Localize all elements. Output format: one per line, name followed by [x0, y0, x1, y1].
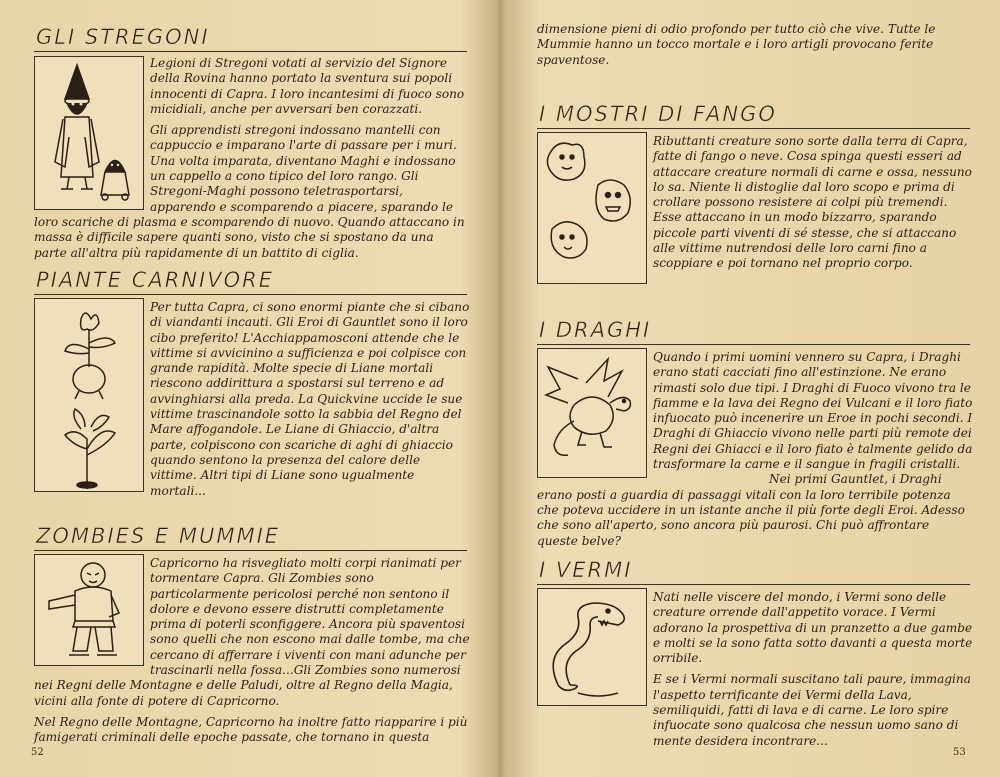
- section-body-piante: [34, 300, 470, 499]
- paragraph: Capricorno ha risvegliato molti corpi rianimati per tormentare Capra. Gli Zombies sono particolarmente pericolosi perché non sentono il dolore e devono essere distrutti completamente prima di poterli sconfiggere. Ancora più spaventosi sono quelli che non escono mai dalle tombe, ma che cercano di afferrare i viventi con mani adunche per trascinarli nella fossa...Gli Zombies sono numerosi nei Regni delle Montagne e delle Paludi, oltre al Regno della Magia, vicini alla fonte di potere di Capricorno.: [34, 556, 470, 708]
- paragraph: Ributtanti creature sono sorte dalla terra di Capra, fatte di fango o neve. Cosa spinga questi esseri ad attaccare creature normali di carne e ossa, nessuno lo sa. Niente li distoglie dal loro scopo e prima di crollare possono resistere ai colpi più tremendi. Esse attaccano in un modo bizzarro, sparando piccole parti viventi di sé stesse, che si attaccano alle vittime nutrendosi delle loro carni fino a scoppiare e poi tornano nel proprio corpo.: [653, 134, 972, 271]
- title-rule: [34, 294, 467, 295]
- paragraph: Nei primi Gauntlet, i Draghi erano posti a guardia di passaggi vitali con la loro terribile potenza che poteva uccidere in un istante anche il più forte degli Eroi. Adesso che sono all'aperto, sono ancora più paurosi. Chi può affrontare queste belve?: [537, 472, 965, 548]
- section-body-zombies: [34, 556, 470, 746]
- title-rule: [34, 51, 467, 52]
- section-title-stregoni: GLI STREGONI: [36, 25, 210, 49]
- section-title-fango: I MOSTRI DI FANGO: [539, 102, 777, 126]
- section-title-zombies: ZOMBIES E MUMMIE: [36, 524, 281, 548]
- title-rule: [34, 550, 467, 551]
- section-title-draghi: I DRAGHI: [539, 318, 652, 342]
- section-title-vermi: I VERMI: [539, 558, 633, 582]
- continued-text: [537, 22, 967, 68]
- paragraph: E se i Vermi normali suscitano tali paure, immagina l'aspetto terrificante dei Vermi della Lava, semiliquidi, fatti di lava e di carne. Le loro spire infuocate sono qualcosa che nessun uomo sano di mente desidera incontrare...: [653, 672, 971, 748]
- section-body-fango: [537, 134, 973, 286]
- page-number: 53: [953, 747, 966, 758]
- section-body-stregoni: [34, 56, 470, 261]
- title-rule: [537, 128, 970, 129]
- section-body-draghi: [537, 350, 973, 549]
- page-number: 52: [31, 747, 44, 758]
- title-rule: [537, 344, 970, 345]
- paragraph: Legioni di Stregoni votati al servizio del Signore della Rovina hanno portato la sventura sui popoli innocenti di Capra. I loro incantesimi di fuoco sono micidiali, anche per avversari ben corazzati.: [150, 56, 465, 116]
- paragraph: Per tutta Capra, ci sono enormi piante che si cibano di viandanti incauti. Gli Eroi di Gauntlet sono il loro cibo preferito! L'Acchiappamosconi attende che le vittime si avvicinino a sufficienza e poi colpisce con grande rapidità. Molte specie di Liane mortali riescono addirittura a spostarsi sul terreno e ad avvinghiarsi alla preda. La Quickvine uccide le sue vittime trascinandole sotto la sabbia del Regno del Mare affogandole. Le Liane di Ghiaccio, d'altra parte, colpiscono con scariche di aghi di ghiaccio quando sentono la presenza del calore delle vittime. Altri tipi di Liane sono ugualmente mortali...: [150, 300, 470, 498]
- paragraph: Nati nelle viscere del mondo, i Vermi sono delle creature orrende dall'appetito vorace. I Vermi adorano la prospettiva di un pranzetto a due gambe e molti se la sono fatta sotto davanti a questa morte orribile.: [653, 590, 973, 666]
- section-body-vermi: [537, 590, 973, 749]
- left-page: [0, 0, 497, 777]
- paragraph: Quando i primi uomini vennero su Capra, i Draghi erano stati cacciati fino all'estinzione. Ne erano rimasti solo due tipi. I Draghi di Fuoco vivono tra le fiamme e la lava dei Regno dei Vulcani e il loro fiato infuocato può incenerire un Eroe in pochi secondi. I Draghi di Ghiaccio vivono nelle parti più remote dei Regni dei Ghiacci e il loro fiato è talmente gelido da trasformare la carne e il sangue in fragili cristalli.: [653, 350, 973, 472]
- right-page: [503, 0, 1000, 777]
- title-rule: [537, 584, 970, 585]
- section-title-piante: PIANTE CARNIVORE: [36, 268, 274, 292]
- paragraph: Nel Regno delle Montagne, Capricorno ha inoltre fatto riapparire i più famigerati criminali delle epoche passate, che tornano in questa: [34, 714, 468, 745]
- paragraph: Gli apprendisti stregoni indossano mantelli con cappuccio e imparano l'arte di passare per i muri. Una volta imparata, diventano Maghi e indossano un cappello a cono tipico del loro rango. Gli Stregoni-Maghi possono teletrasportarsi, apparendo e scomparendo a piacere, sparando le loro scariche di plasma e scomparendo di nuovo. Quando attaccano in massa è difficile sapere quanti sono, visto che si spostano da una parte all'altra più rapidamente di un battito di ciglia.: [34, 123, 465, 260]
- paragraph: dimensione pieni di odio profondo per tutto ciò che vive. Tutte le Mummie hanno un tocco mortale e i loro artigli provocano ferite spaventose.: [537, 22, 936, 67]
